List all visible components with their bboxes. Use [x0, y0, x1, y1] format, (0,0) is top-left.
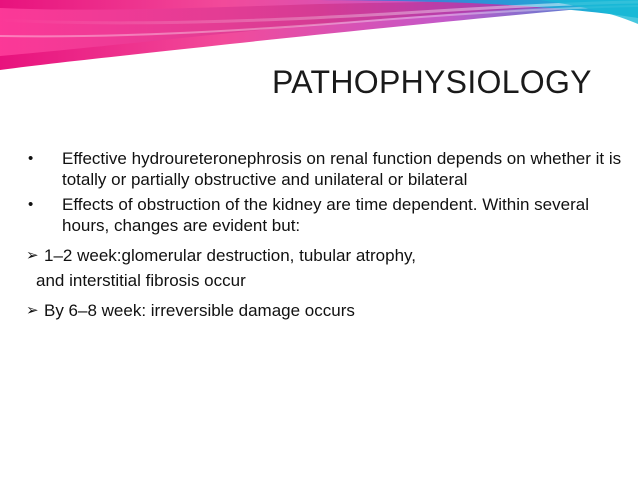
- bullet-list: [26, 148, 626, 321]
- slide-title: PATHOPHYSIOLOGY: [272, 64, 592, 100]
- arrow-text: 1–2 week:glomerular destruction, tubular atrophy,: [44, 246, 416, 265]
- arrow-item: [26, 245, 626, 266]
- bullet-dot-icon: •: [28, 150, 34, 167]
- bullet-item: [26, 194, 626, 236]
- bullet-text: Effective hydroureteronephrosis on renal function depends on whether it is totally or partially obstructive and unilateral or bilateral: [62, 149, 622, 189]
- bullet-item: [26, 148, 626, 190]
- arrow-bullet-icon: ➢: [26, 247, 39, 264]
- arrow-text: By 6–8 week: irreversible damage occurs: [44, 301, 355, 320]
- arrow-item: [26, 300, 626, 321]
- arrow-bullet-icon: ➢: [26, 302, 39, 319]
- arrow-continuation: and interstitial fibrosis occur: [36, 271, 246, 290]
- bullet-text: Effects of obstruction of the kidney are time dependent. Within several hours, changes are evident but:: [62, 195, 589, 235]
- bullet-dot-icon: •: [28, 196, 34, 213]
